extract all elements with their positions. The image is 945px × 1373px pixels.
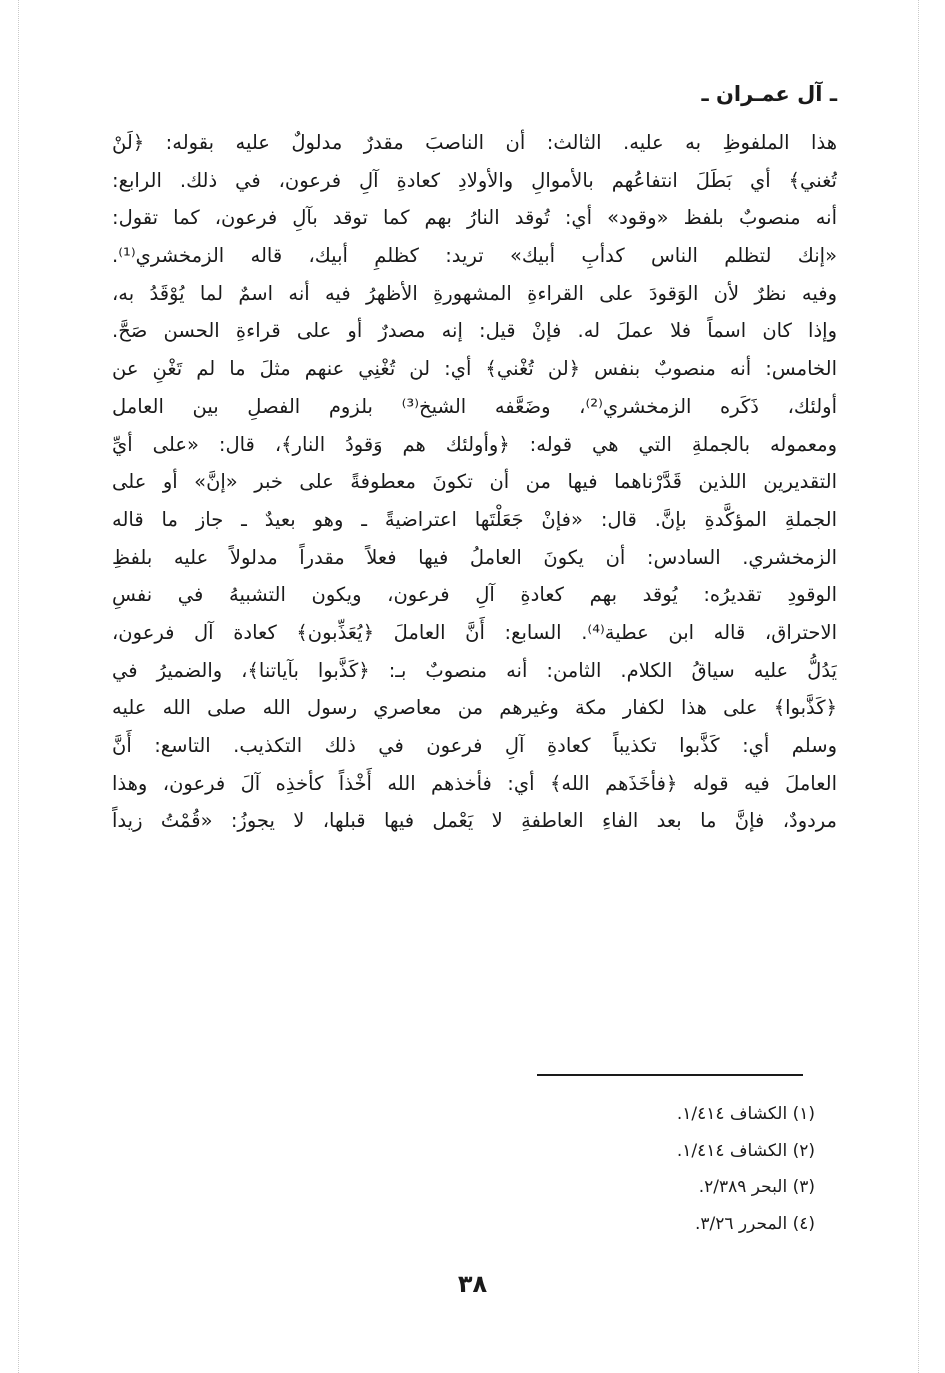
footnote-4: (٤) المحرر ٣/٢٦.: [694, 1213, 815, 1234]
footnote-1: (١) الكشاف ١/٤١٤.: [676, 1104, 815, 1124]
main-text: [112, 124, 837, 840]
text-line: وسلم أي: كَذَّبوا تكذيباً كعادةِ آلِ فرعون في ذلك التكذيب. التاسع: أَنَّ: [112, 734, 837, 757]
footnote-divider: [537, 1074, 803, 1076]
text-line: ﴿كَذَّبوا﴾ على هذا لكفار مكة وغيرهم من معاصري رسول الله صلى الله عليه: [112, 696, 837, 720]
page-number: ٣٨: [457, 1270, 488, 1298]
text-line: الاحتراق، قاله ابن عطية⁽⁴⁾. السابع: أَنَّ العاملَ ﴿يُعَذِّبون﴾ كعادة آل فرعون،: [112, 620, 837, 644]
text-line: الوقودِ تقديرُه: يُوقد بهم كعادةِ آلِ فرعون، ويكون التشبيهُ في نفسِ: [112, 583, 837, 607]
text-line: الجملةِ المؤكَّدةِ بإنَّ. قال: «فإنْ جَعَلْتَها اعتراضيةً ـ وهو بعيدٌ ـ جاز ما قاله: [112, 507, 837, 531]
scan-guide-line-left: [18, 0, 19, 1373]
text-line: أولئك، ذَكَره الزمخشري⁽²⁾، وضَعَّفه الشيخ⁽³⁾ بلزوم الفصلِ بين العامل: [112, 394, 837, 418]
text-line: الزمخشري. السادس: أن يكونَ العاملُ فيها فعلاً مقدراً مدلولاً عليه بلفظِ: [112, 545, 837, 569]
text-line: وإذا كان اسماً فلا عملَ له. فإنْ قيل: إنه مصدرٌ أو على قراءةِ الحسن صَحَّ.: [112, 319, 837, 343]
text-line: «إنك لتظلم الناس كدأبِ أبيك» تريد: كظلمِ أبيك، قاله الزمخشري⁽¹⁾.: [112, 244, 837, 268]
text-line: يَدُلُّ عليه سياقُ الكلام. الثامن: أنه منصوبٌ بـ: ﴿كَذَّبوا بآياتنا﴾، والضميرُ في: [112, 658, 837, 682]
text-line: مردودٌ، فإنَّ ما بعد الفاءِ العاطفةِ لا يَعْمل فيها قبلها، لا يجوزُ: «قُمْتُ زيداً: [112, 809, 837, 833]
footnotes-list: [677, 1096, 815, 1242]
running-header: ـ آل عمـران ـ: [701, 82, 837, 106]
footnote-3: (٣) البحر ٢/٣٨٩.: [698, 1177, 815, 1197]
text-line: الخامس: أنه منصوبٌ بنفس ﴿لن تُغْني﴾ أي: لن تُغْنِي عنهم مثلَ ما لم تَغْنِ عن: [112, 357, 837, 381]
text-line: العاملَ فيه قوله ﴿فأخَذَهم الله﴾ أي: فأخذهم الله أَخْذاً كأخذِه آلَ فرعون، وهذا: [112, 771, 837, 795]
text-line: ومعموله بالجملةِ التي هي قوله: ﴿وأولئك هم وَقودُ النار﴾، قال: «على أيِّ: [112, 432, 837, 456]
text-line: تُغني﴾ أي بَطَلَ انتفاعُهم بالأموالِ والأولادِ كعادةِ آلِ فرعون، في ذلك. الرابع:: [112, 168, 837, 192]
scan-guide-line-right: [918, 0, 919, 1373]
footnote-2: (٢) الكشاف ١/٤١٤.: [676, 1140, 815, 1161]
text-line: هذا الملفوظِ به عليه. الثالث: أن الناصبَ مقدرٌ مدلولٌ عليه بقوله: ﴿لَنْ: [112, 131, 837, 154]
text-line: أنه منصوبٌ بلفظ «وقود» أي: تُوقد النارُ بهم كما توقد بآلِ فرعون، كما تقول:: [112, 206, 837, 230]
text-line: وفيه نظرٌ لأن الوَقودَ على القراءةِ المشهورةِ الأظهرُ فيه أنه اسمٌ لما يُوْقَدُ به،: [112, 281, 837, 305]
text-line: التقديرين اللذين قَدَّرْناهما فيها من أن تكونَ معطوفةً على خبر «إنَّ» أو على: [112, 470, 837, 494]
